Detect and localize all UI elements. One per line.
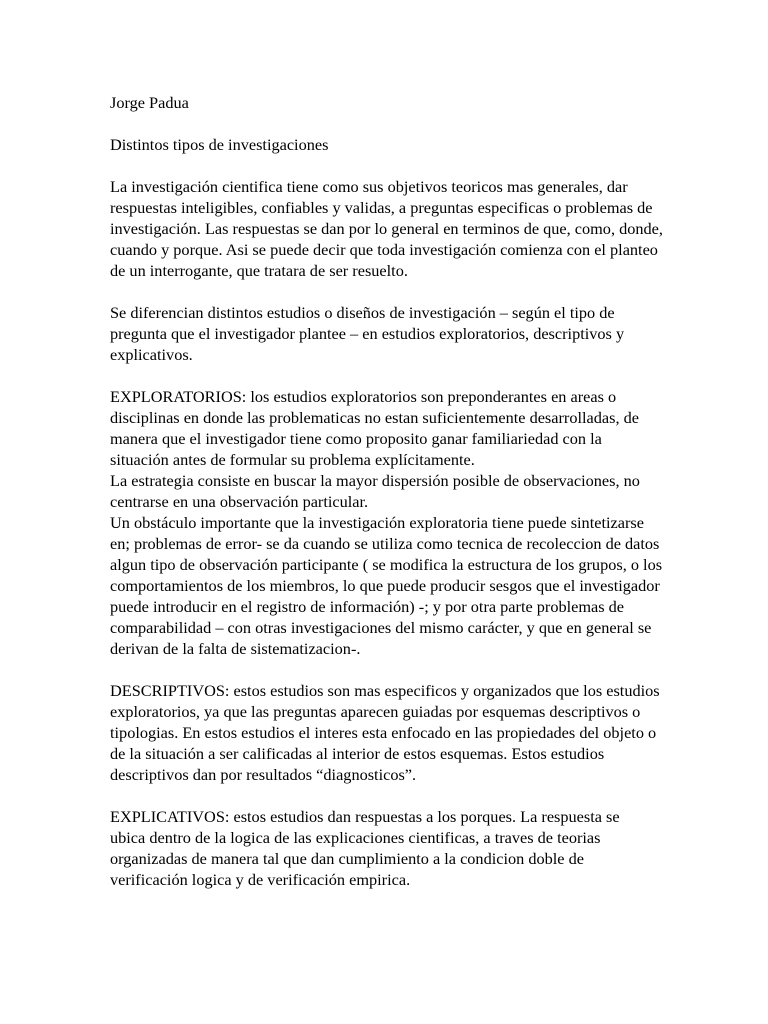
paragraph-exploratorios	[110, 386, 724, 659]
text-line: investigación. Las respuestas se dan por lo general en terminos de que, como, donde,	[110, 219, 663, 238]
text-line: situación antes de formular su problema explícitamente.	[110, 450, 475, 469]
text-line: verificación logica y de verificación empirica.	[110, 870, 411, 889]
text-line: La investigación cientifica tiene como sus objetivos teoricos mas generales, dar	[110, 177, 628, 196]
text-line: La estrategia consiste en buscar la mayor dispersión posible de observaciones, no	[110, 471, 640, 490]
text-line: comparabilidad – con otras investigaciones del mismo carácter, y que en general se	[110, 618, 652, 637]
paragraph-types	[110, 302, 724, 365]
text-line: derivan de la falta de sistematizacion-.	[110, 639, 361, 658]
text-line: DESCRIPTIVOS: estos estudios son mas especificos y organizados que los estudios	[110, 681, 660, 700]
text-line: organizadas de manera tal que dan cumplimiento a la condicion doble de	[110, 849, 584, 868]
text-line: Se diferencian distintos estudios o diseños de investigación – según el tipo de	[110, 303, 615, 322]
document-body	[110, 92, 724, 890]
document-title: Distintos tipos de investigaciones	[110, 135, 329, 154]
text-line: respuestas inteligibles, confiables y validas, a preguntas especificas o problemas de	[110, 198, 653, 217]
text-line: centrarse en una observación particular.	[110, 492, 369, 511]
text-line: de un interrogante, que tratara de ser resuelto.	[110, 261, 408, 280]
text-line: tipologias. En estos estudios el interes esta enfocado en las propiedades del objeto o	[110, 723, 657, 742]
paragraph-intro	[110, 176, 724, 281]
text-line: disciplinas en donde las problematicas no estan suficientemente desarrolladas, de	[110, 408, 639, 427]
text-line: EXPLORATORIOS: los estudios exploratorios son preponderantes en areas o	[110, 387, 617, 406]
text-line: puede introducir en el registro de información) -; y por otra parte problemas de	[110, 597, 625, 616]
text-line: comportamientos de los miembros, lo que puede producir sesgos que el investigador	[110, 576, 660, 595]
text-line: algun tipo de observación participante ( se modifica la estructura de los grupos, o los	[110, 555, 663, 574]
text-line: exploratorios, ya que las preguntas aparecen guiadas por esquemas descriptivos o	[110, 702, 641, 721]
text-line: de la situación a ser calificadas al interior de estos esquemas. Estos estudios	[110, 744, 605, 763]
text-line: EXPLICATIVOS: estos estudios dan respuestas a los porques. La respuesta se	[110, 807, 620, 826]
author-name: Jorge Padua	[110, 93, 189, 112]
text-line: explicativos.	[110, 345, 193, 364]
text-line: pregunta que el investigador plantee – en estudios exploratorios, descriptivos y	[110, 324, 625, 343]
paragraph-descriptivos	[110, 680, 724, 785]
text-line: ubica dentro de la logica de las explicaciones cientificas, a traves de teorias	[110, 828, 601, 847]
text-line: cuando y porque. Asi se puede decir que toda investigación comienza con el planteo	[110, 240, 658, 259]
text-line: Un obstáculo importante que la investigación exploratoria tiene puede sintetizarse	[110, 513, 644, 532]
text-line: manera que el investigador tiene como proposito ganar familiariedad con la	[110, 429, 602, 448]
text-line: descriptivos dan por resultados “diagnosticos”.	[110, 765, 417, 784]
text-line: en; problemas de error- se da cuando se utiliza como tecnica de recoleccion de datos	[110, 534, 660, 553]
paragraph-explicativos	[110, 806, 724, 890]
